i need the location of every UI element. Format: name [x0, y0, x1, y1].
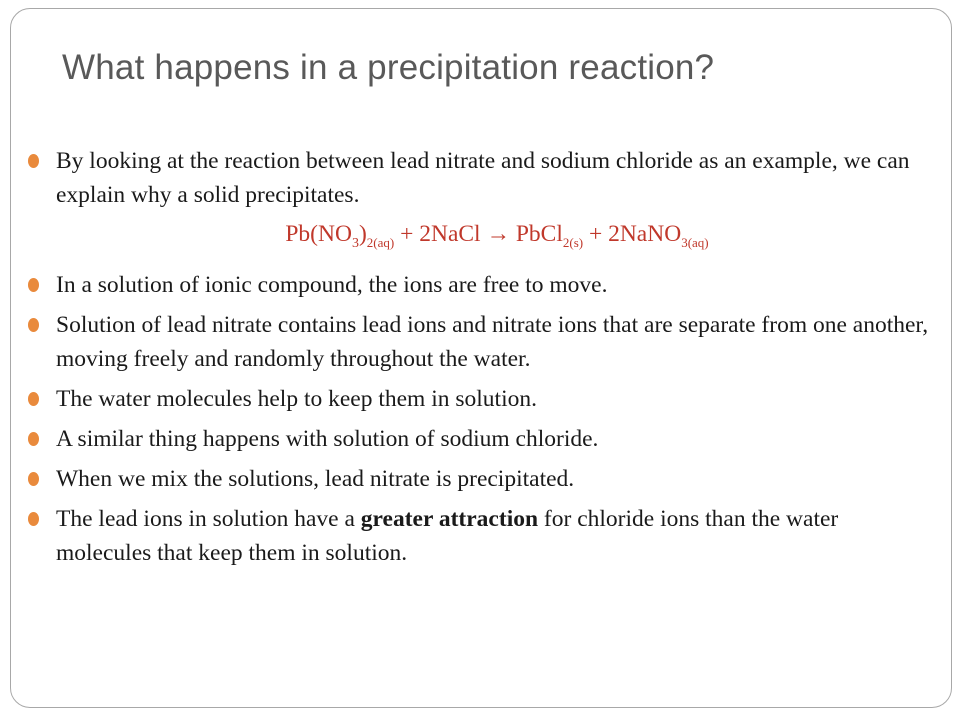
equation-subscript: 2(aq): [366, 235, 395, 250]
bullet-item: The water molecules help to keep them in solution.: [56, 382, 938, 416]
equation-subscript: 3(aq): [681, 235, 709, 250]
emphasis-text: greater attraction: [360, 506, 539, 532]
equation-text: + 2NaNO: [583, 221, 682, 247]
reaction-arrow-icon: →: [486, 221, 510, 247]
bullet-item-attraction: [56, 502, 938, 570]
bullet-text: The lead ions in solution have a: [56, 506, 361, 532]
bullet-list: [56, 144, 938, 570]
bullet-item: In a solution of ionic compound, the ions are free to move.: [56, 268, 938, 302]
equation-text: PbCl: [509, 221, 563, 247]
bullet-item: When we mix the solutions, lead nitrate is precipitated.: [56, 462, 938, 496]
bullet-item: A similar thing happens with solution of sodium chloride.: [56, 422, 938, 456]
equation-subscript: 2(s): [562, 235, 584, 250]
bullet-item: By looking at the reaction between lead nitrate and sodium chloride as an example, we can explain why a solid precipitates.: [56, 144, 938, 212]
bullet-item: Solution of lead nitrate contains lead ions and nitrate ions that are separate from one another, moving freely and randomly throughout the water.: [56, 308, 938, 376]
equation-text: ): [358, 221, 367, 247]
chemical-equation: [0, 216, 938, 252]
equation-subscript: 3: [351, 236, 359, 251]
equation-text: Pb(NO: [285, 221, 352, 247]
equation-text: + 2NaCl: [394, 221, 487, 247]
slide-title: What happens in a precipitation reaction?: [62, 48, 715, 87]
bullet-text: for chloride ions than the water molecules that keep them in solution.: [56, 506, 839, 566]
